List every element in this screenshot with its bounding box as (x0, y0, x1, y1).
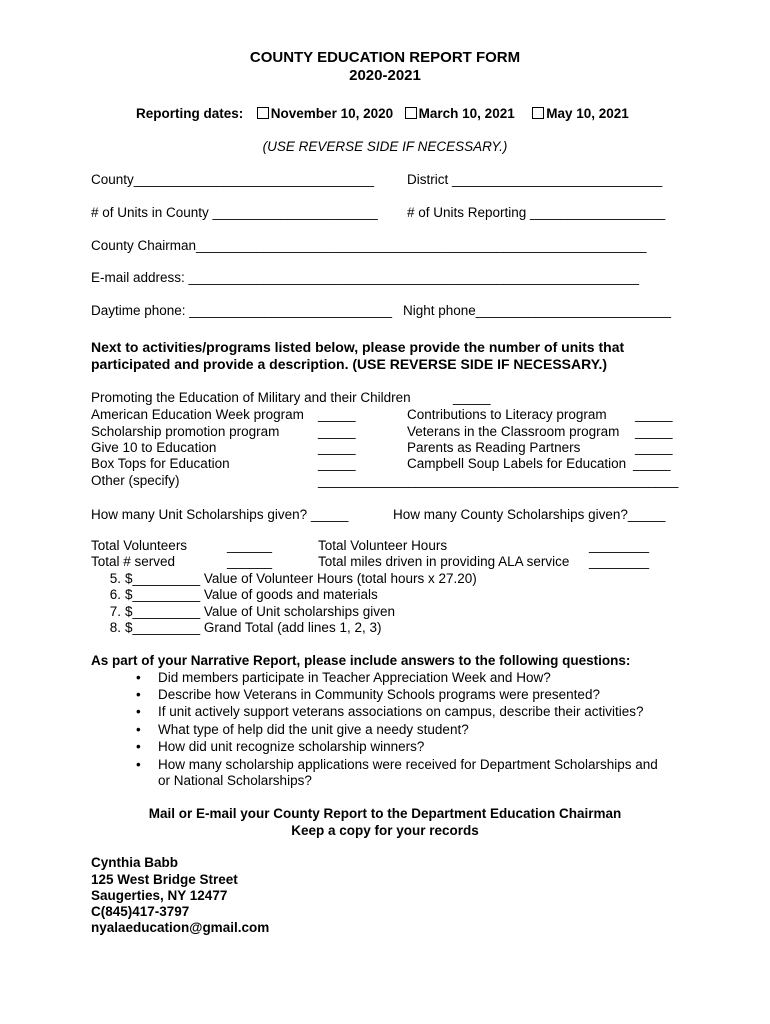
bullet-icon: • (136, 704, 141, 719)
question-text: Did members participate in Teacher Appreciation Week and How? (158, 670, 551, 685)
date-3-label: May 10, 2021 (546, 106, 629, 121)
question-continuation: or National Scholarships? (158, 773, 312, 788)
line-number: 5. (109, 571, 121, 586)
program-label: American Education Week program (91, 407, 304, 422)
checkbox-date-2[interactable] (405, 107, 417, 119)
line-amount-field[interactable]: $_________ (125, 604, 201, 619)
question-text: How did unit recognize scholarship winners? (158, 739, 425, 754)
line-amount-field[interactable]: $_________ (125, 620, 201, 635)
total-miles-label: Total miles driven in providing ALA service (318, 554, 570, 569)
value-line (95, 571, 477, 586)
checkbox-date-3[interactable] (532, 107, 544, 119)
contact-city: Saugerties, NY 12477 (91, 888, 228, 903)
value-line (95, 620, 381, 635)
bullet-icon: • (136, 722, 141, 737)
mailing-instructions: Mail or E-mail your County Report to the Department Education Chairman (148, 806, 622, 821)
program-label: Contributions to Literacy program (407, 407, 607, 422)
narrative-heading: As part of your Narrative Report, please include answers to the following questions: (91, 653, 631, 668)
date-2-label: March 10, 2021 (418, 106, 515, 121)
bullet-icon: • (136, 687, 141, 702)
bullet-icon: • (136, 670, 141, 685)
question-item (136, 739, 424, 754)
program-blank[interactable]: _____ (633, 456, 671, 471)
line-amount-field[interactable]: $_________ (125, 571, 201, 586)
reverse-side-note: (USE REVERSE SIDE IF NECESSARY.) (262, 139, 508, 154)
question-item (136, 687, 600, 702)
reporting-dates (136, 106, 629, 121)
form-year: 2020-2021 (349, 67, 421, 84)
total-volunteers-blank[interactable]: ______ (227, 538, 273, 553)
program-label: Box Tops for Education (91, 456, 230, 471)
program-blank[interactable]: _____ (635, 407, 673, 422)
value-line (95, 587, 378, 602)
line-number: 7. (109, 604, 121, 619)
district-field[interactable]: District ____________________________ (407, 172, 663, 187)
daytime-phone-field[interactable]: Daytime phone: ___________________________ (91, 303, 393, 318)
total-hours-label: Total Volunteer Hours (318, 538, 448, 553)
line-number: 8. (109, 620, 121, 635)
night-phone-field[interactable]: Night phone__________________________ (403, 303, 672, 318)
program-label: Parents as Reading Partners (407, 440, 581, 455)
program-label: Veterans in the Classroom program (407, 424, 620, 439)
county-scholarships-field[interactable]: How many County Scholarships given?_____ (393, 507, 666, 522)
county-field[interactable]: County________________________________ (91, 172, 375, 187)
question-item (136, 704, 644, 719)
date-1-label: November 10, 2020 (270, 106, 394, 121)
keep-copy-note: Keep a copy for your records (291, 823, 479, 838)
units-reporting-field[interactable]: # of Units Reporting __________________ (407, 205, 666, 220)
program-label: Give 10 to Education (91, 440, 217, 455)
question-item (136, 722, 469, 737)
program-military-label: Promoting the Education of Military and their Children (91, 390, 411, 405)
question-text: What type of help did the unit give a needy student? (158, 722, 469, 737)
contact-phone: C(845)417-3797 (91, 904, 190, 919)
program-blank[interactable]: _____ (318, 424, 356, 439)
program-other-label: Other (specify) (91, 473, 180, 488)
program-other-field[interactable]: ________________________________________________ (318, 473, 679, 488)
email-field[interactable]: E-mail address: ____________________________________________________________ (91, 270, 640, 285)
line-description: Value of Volunteer Hours (total hours x 27.20) (203, 571, 477, 586)
question-item (136, 670, 551, 685)
program-blank[interactable]: _____ (635, 424, 673, 439)
total-miles-blank[interactable]: ________ (589, 554, 650, 569)
program-military-blank[interactable]: _____ (453, 390, 491, 405)
value-line (95, 604, 395, 619)
line-description: Value of goods and materials (203, 587, 378, 602)
contact-street: 125 West Bridge Street (91, 872, 238, 887)
contact-name: Cynthia Babb (91, 855, 179, 870)
line-number: 6. (109, 587, 121, 602)
program-blank[interactable]: _____ (318, 440, 356, 455)
line-description: Grand Total (add lines 1, 2, 3) (203, 620, 382, 635)
unit-scholarships-field[interactable]: How many Unit Scholarships given? _____ (91, 507, 349, 522)
total-served-label: Total # served (91, 554, 176, 569)
program-blank[interactable]: _____ (318, 407, 356, 422)
program-blank[interactable]: _____ (318, 456, 356, 471)
total-volunteers-label: Total Volunteers (91, 538, 188, 553)
program-label: Campbell Soup Labels for Education (407, 456, 627, 471)
question-text: Describe how Veterans in Community Schools programs were presented? (158, 687, 600, 702)
contact-email[interactable]: nyalaeducation@gmail.com (91, 920, 270, 935)
bullet-icon: • (136, 757, 141, 772)
instructions-line-2: participated and provide a description. (USE REVERSE SIDE IF NECESSARY.) (91, 356, 608, 372)
line-amount-field[interactable]: $_________ (125, 587, 201, 602)
question-text: How many scholarship applications were received for Department Scholarships and (158, 757, 658, 772)
county-chairman-field[interactable]: County Chairman____________________________________________________________ (91, 238, 647, 253)
bullet-icon: • (136, 739, 141, 754)
form-title: COUNTY EDUCATION REPORT FORM (249, 49, 521, 66)
line-description: Value of Unit scholarships given (203, 604, 395, 619)
units-in-county-field[interactable]: # of Units in County ______________________ (91, 205, 378, 220)
total-hours-blank[interactable]: ________ (589, 538, 650, 553)
instructions-line-1: Next to activities/programs listed below, please provide the number of units that (91, 339, 625, 355)
checkbox-date-1[interactable] (257, 107, 269, 119)
program-label: Scholarship promotion program (91, 424, 280, 439)
question-text: If unit actively support veterans associations on campus, describe their activities? (158, 704, 644, 719)
question-item (136, 757, 658, 772)
program-blank[interactable]: _____ (635, 440, 673, 455)
reporting-dates-label: Reporting dates: (136, 106, 244, 121)
total-served-blank[interactable]: ______ (227, 554, 273, 569)
